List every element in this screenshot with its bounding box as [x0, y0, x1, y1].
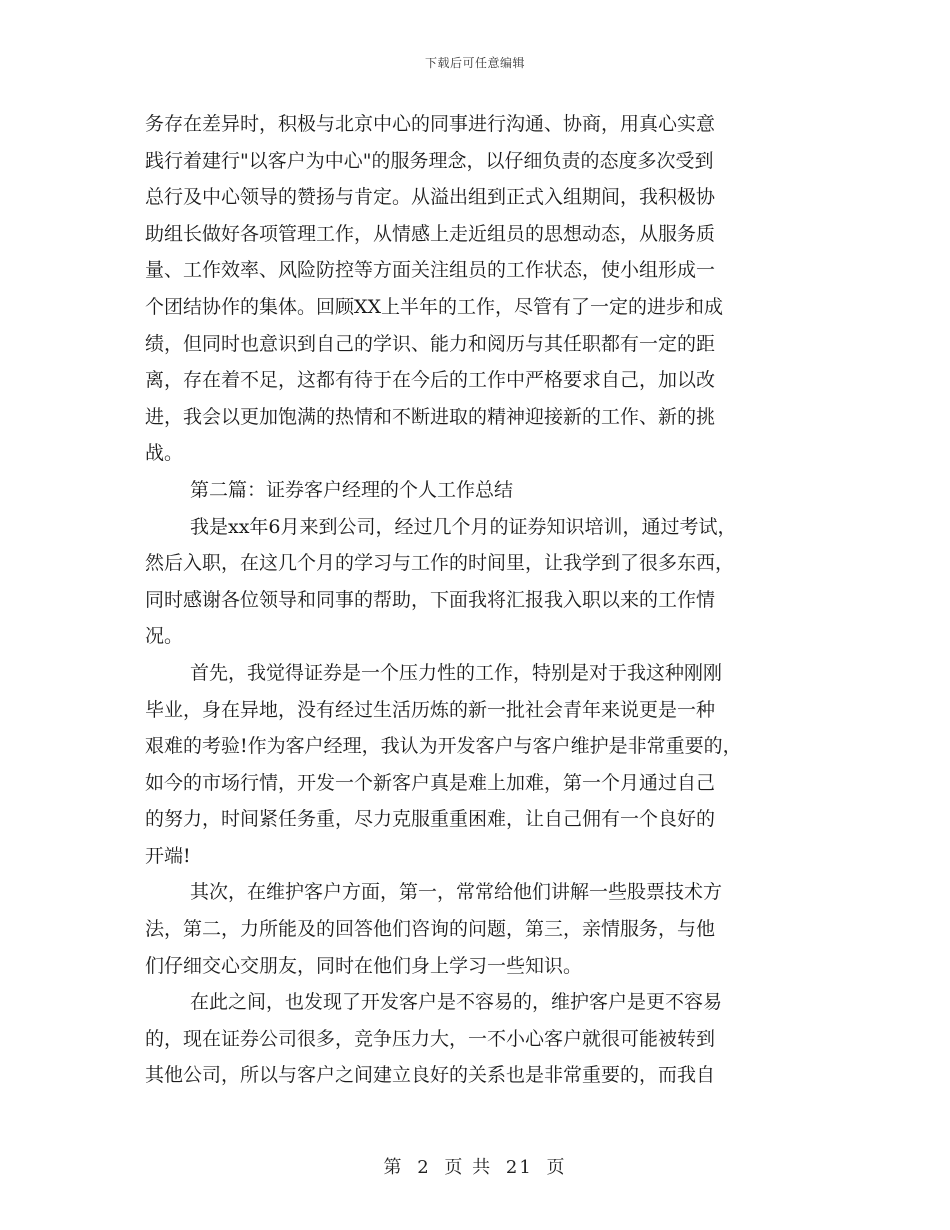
page-footer: [0, 1153, 950, 1179]
body-line: 毕业，身在异地，没有经过生活历炼的新一批社会青年来说更是一种: [145, 698, 716, 721]
body-line: 助组长做好各项管理工作，从情感上走近组员的思想动态，从服务质: [145, 222, 716, 245]
body-line: 的，现在证券公司很多，竞争压力大，一不小心客户就很可能被转到: [145, 1027, 716, 1050]
body-line: 个团结协作的集体。回顾XX上半年的工作，尽管有了一定的进步和成: [145, 295, 724, 318]
body-line: 离，存在着不足，这都有待于在今后的工作中严格要求自己，加以改: [145, 369, 716, 392]
body-line: 我是xx年6月来到公司，经过几个月的证券知识培训，通过考试，: [190, 515, 737, 538]
page-number: 2: [417, 1157, 431, 1178]
body-line: 艰难的考验!作为客户经理，我认为开发客户与客户维护是非常重要的，: [145, 735, 742, 758]
body-line: 战。: [145, 442, 184, 465]
body-line: 们仔细交心交朋友，同时在他们身上学习一些知识。: [145, 954, 583, 977]
footer-prefix: 第: [383, 1157, 404, 1178]
body-line: 总行及中心领导的赞扬与肯定。从溢出组到正式入组期间，我积极协: [145, 186, 716, 209]
body-line: 其他公司，所以与客户之间建立良好的关系也是非常重要的，而我自: [145, 1064, 716, 1087]
page-header: 下载后可任意编辑: [424, 56, 525, 70]
body-line: 如今的市场行情，开发一个新客户真是难上加难，第一个月通过自己: [145, 771, 716, 794]
body-line: 开端!: [145, 844, 191, 867]
document-body: [145, 106, 805, 1094]
body-line: 同时感谢各位领导和同事的帮助，下面我将汇报我入职以来的工作情: [145, 588, 716, 611]
body-line: 其次，在维护客户方面，第一，常常给他们讲解一些股票技术方: [190, 881, 723, 904]
body-line: 践行着建行"以客户为中心"的服务理念，以仔细负责的态度多次受到: [145, 149, 714, 172]
body-line: 法，第二，力所能及的回答他们咨询的问题，第三，亲情服务，与他: [145, 918, 716, 941]
total-pages: 21: [505, 1157, 533, 1178]
footer-suffix: 页: [546, 1157, 567, 1178]
body-line: 务存在差异时，积极与北京中心的同事进行沟通、协商，用真心实意: [145, 113, 716, 135]
body-line: 的努力，时间紧任务重，尽力克服重重困难，让自己佣有一个良好的: [145, 808, 716, 831]
section-heading: 第二篇：证券客户经理的个人工作总结: [190, 478, 514, 501]
body-line: 首先，我觉得证券是一个压力性的工作，特别是对于我这种刚刚: [190, 661, 723, 684]
body-line: 绩，但同时也意识到自己的学识、能力和阅历与其任职都有一定的距: [145, 332, 716, 355]
body-line: 量、工作效率、风险防控等方面关注组员的工作状态，使小组形成一: [145, 259, 716, 282]
body-line: 然后入职，在这几个月的学习与工作的时间里，让我学到了很多东西，: [145, 552, 735, 575]
body-line: 况。: [145, 625, 184, 648]
body-line: 在此之间，也发现了开发客户是不容易的，维护客户是更不容易: [190, 991, 723, 1014]
footer-middle: 页 共: [444, 1157, 493, 1178]
body-line: 进，我会以更加饱满的热情和不断进取的精神迎接新的工作、新的挑: [145, 405, 716, 428]
